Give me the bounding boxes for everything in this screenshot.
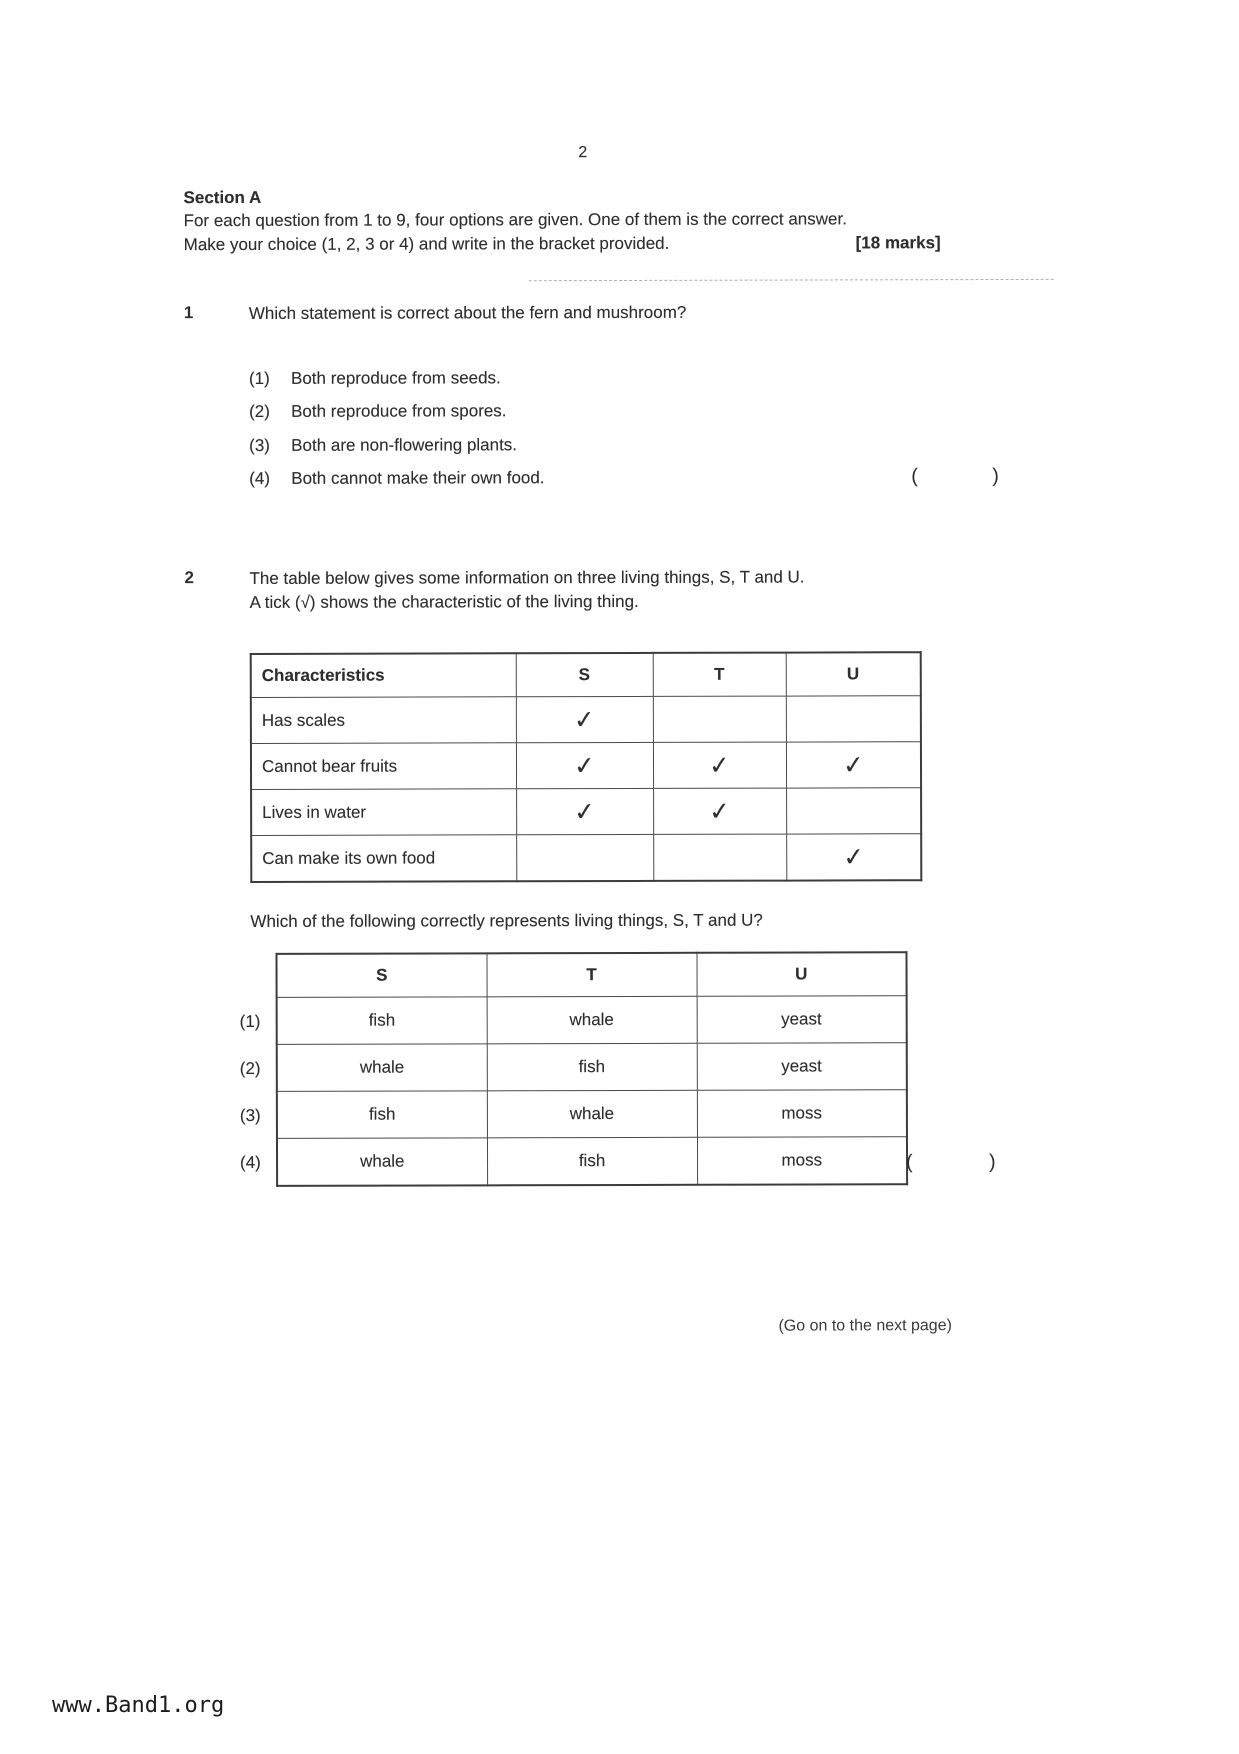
row-label-cannot-bear-fruits: Cannot bear fruits	[251, 743, 516, 790]
tick-mark: ✓	[573, 796, 597, 827]
table-row	[277, 1043, 907, 1092]
tick-mark: ✓	[573, 750, 596, 781]
answer-cell: whale	[277, 1138, 487, 1186]
answer-header-t: T	[486, 953, 696, 997]
table-row	[251, 696, 921, 744]
section-instructions-line2: Make your choice (1, 2, 3 or 4) and write in the bracket provided.	[183, 233, 670, 255]
answer-cell: moss	[697, 1090, 907, 1138]
tick-mark: ✓	[841, 750, 865, 780]
scan-artifact-line	[529, 279, 1054, 281]
answer-row-label-2: (2)	[239, 1058, 261, 1078]
next-page-note: (Go on to the next page)	[778, 1317, 952, 1335]
q1-option-1-text: Both reproduce from seeds.	[290, 368, 501, 388]
q2-text-line1: The table below gives some information on three living things, S, T and U.	[249, 567, 805, 588]
column-header-u: U	[786, 652, 921, 696]
q1-option-4-label: (4)	[249, 468, 271, 488]
row-label-has-scales: Has scales	[251, 697, 516, 744]
q1-answer-bracket-open: (	[911, 465, 918, 488]
q1-option-3-text: Both are non-flowering plants.	[291, 435, 518, 455]
answer-cell: whale	[277, 1044, 487, 1092]
q2-answer-bracket-open: (	[906, 1151, 913, 1174]
q2-number: 2	[184, 568, 195, 588]
answer-cell: moss	[697, 1137, 907, 1185]
q2-text-line2: A tick (√) shows the characteristic of the living thing.	[249, 591, 639, 612]
q1-option-1-label: (1)	[248, 368, 270, 388]
q2-answer-bracket-close: )	[989, 1151, 996, 1174]
characteristics-table	[250, 651, 923, 883]
characteristics-table-header-row	[251, 652, 921, 697]
tick-mark: ✓	[572, 704, 596, 735]
q1-option-2-label: (2)	[249, 401, 270, 421]
table-row	[277, 1137, 907, 1186]
answer-cell: fish	[277, 997, 487, 1045]
page-number: 2	[578, 144, 588, 162]
answer-table-header-row	[276, 952, 906, 997]
q1-option-1	[249, 367, 501, 391]
characteristics-header: Characteristics	[251, 653, 516, 697]
section-marks: [18 marks]	[855, 233, 941, 253]
q1-option-3	[249, 434, 517, 458]
q1-answer-bracket-close: )	[992, 465, 999, 488]
table-row	[277, 996, 907, 1045]
q1-text: Which statement is correct about the fern and mushroom?	[248, 302, 687, 323]
tick-mark: ✓	[708, 796, 732, 826]
row-label-can-make-its-own-food: Can make its own food	[251, 835, 516, 882]
q1-option-2-text: Both reproduce from spores.	[291, 401, 507, 421]
answer-cell: fish	[487, 1137, 697, 1185]
answer-row-label-3: (3)	[239, 1105, 261, 1125]
q1-option-4	[249, 467, 544, 491]
q1-option-3-label: (3)	[249, 435, 270, 455]
tick-mark: ✓	[842, 842, 865, 872]
answer-cell: fish	[487, 1043, 697, 1091]
answer-cell: yeast	[697, 996, 907, 1044]
q1-option-2	[249, 400, 507, 424]
table-row	[251, 834, 921, 882]
q2-question-text: Which of the following correctly represents living things, S, T and U?	[250, 910, 763, 931]
column-header-t: T	[653, 653, 786, 697]
answer-cell: whale	[487, 996, 697, 1044]
table-row	[277, 1090, 907, 1139]
answer-header-s: S	[276, 953, 486, 997]
table-row	[251, 742, 921, 790]
row-label-lives-in-water: Lives in water	[251, 789, 516, 836]
section-instructions-line1: For each question from 1 to 9, four options are given. One of them is the correct answer.	[183, 209, 847, 231]
column-header-s: S	[516, 653, 653, 697]
q1-option-4-text: Both cannot make their own food.	[291, 468, 545, 488]
answer-cell: whale	[487, 1090, 697, 1138]
answer-options-table	[275, 951, 908, 1187]
table-row	[251, 788, 921, 836]
section-title: Section A	[183, 187, 262, 208]
answer-header-u: U	[696, 952, 906, 996]
q1-number: 1	[183, 303, 194, 323]
tick-mark: ✓	[708, 750, 731, 780]
answer-cell: yeast	[697, 1043, 907, 1091]
answer-row-label-4: (4)	[240, 1152, 261, 1172]
answer-cell: fish	[277, 1091, 487, 1139]
footer-url: www.Band1.org	[52, 1693, 225, 1718]
answer-row-label-1: (1)	[239, 1011, 261, 1031]
